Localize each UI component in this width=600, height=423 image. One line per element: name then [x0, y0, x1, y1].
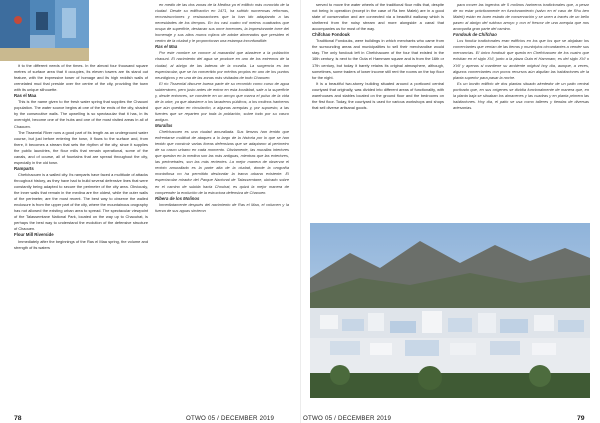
- paragraph: Immediately after the beginnings of the Ras el Maa spring, the volume and strength of its waters: [14, 238, 148, 250]
- paragraph: Es un bonito edificio de dos plantas situado alrededor de un patio central porticado que, en sus orígenes se dividía funcionalmente de manera que, en la planta baja se situaban los almacenes y las cuadras y en planta primera las habitaciones. Hoy día, el patio se usa como talleres y tiendas de diversas artesanías.: [453, 80, 589, 110]
- paragraph: Traditional Fondouks, were buildings in which merchants who came from the surrounding areas and municipalities to sell their merchandise would stay. The only fondouk left in Chefchaouen of the four that existed in the 16th century, is next to the Outa el Hammam square and is from the 16th or 17th century, but today it barely retains its original atmosphere, although, sometimes, some traders of lower income still rent the rooms on the top floor for the night.: [312, 38, 444, 80]
- heading-ramparts: Ramparts: [14, 165, 34, 171]
- paragraph: en medio de las dos zonas de la Medina ya el edificio más conocido de la ciudad. Desde su edificación en 1471, ha sufrido numerosas reformas, reconstrucciones y restauraciones que la han ido adaptando a las necesidades de los tiempos. En los casi cuatro mil metros cuadrados que ocupa de superficie, destacan sus once torreones, la impresionante torre del homenaje y sus altos muros rojizos de adobe almenados que presiden el centro de la ciudad y le proporcionan una estampa inconfundible.: [155, 2, 289, 44]
- paragraph: para mover las ingenios de 5 molinos harineros tradicionales que, a pesar de no estar prácticamente en funcionamiento (salvo en el caso de Rhu ben Malek) están en buen estado de conservación y se unen a través de un bello paseo al abrigo del ruidoso arroyo y con el frescor de una acequia que nos acompaña gran parte del camino.: [453, 2, 589, 32]
- heading-murallas: Murallas: [155, 122, 173, 128]
- paragraph: Inmediatamente después del nacimiento de Ras el Maa, el volumen y la fuerza de sus aguas sirvieron: [155, 201, 289, 213]
- paragraph: Por este nombre se conoce al manantial que abastece a la población chaouni. El nacimiento del agua se produce en uno de los extremos de la ciudad, al abrigo de las laderas de la muralla. La surgencia es tan espectacular, que se ha convertido por méritos propios en uno de los puntos neurálgicos y en una de las zonas más visitadas de todo Chaouen.: [155, 50, 289, 80]
- right-column-spanish: [155, 2, 289, 400]
- paragraph: Chefchaouen es una ciudad amurallada. Sus lienzos han tenido que enfrentarse multitud de ataques a lo largo de la historia por lo que se han tenido que construir varias líneas defensivas que se adaptaron al perímetro de su casco urbano en cada momento. Obviamente, las murallas interiores que quedan en la medina son las más antiguas, mientras que las exteriores, las perimetrales, son las más recientes. La mejor manera de observar el recinto amurallado es la parte alta de la ciudad, donde la orografía montañosa no ha permitido desbordar la trama urbana existente. El espectacular mirador del Parque Nacional de Talassemtane, ubicado sobre en el camino de subida hacia Chouhat, es quizá la mejor manera de comprender la evolución de la estructura defensiva de Chaouen.: [155, 129, 289, 195]
- page-number: 79: [577, 415, 585, 422]
- chefchaouen-town-photo-illustration: [310, 223, 590, 398]
- paragraph: This is the name given to the fresh water spring that supplies the Chaouni population. The water source begins at one of the far ends of the city, shaded by the consecutive walls. The upwelling is so spectacular that it has, in its overnight, become one of the hubs and one of the most visited areas in all of Chaouen.: [14, 99, 148, 129]
- left-column-english: [312, 2, 444, 220]
- magazine-issue: OTWO 05 / DECEMBER 2019: [186, 415, 275, 422]
- town-panorama-photo: [310, 223, 590, 398]
- page-number: 78: [14, 415, 22, 422]
- paragraph: it to the different needs of the times. In the almost four thousand square metres of surface area that it occupies, its eleven towers are its stand out feature, with the impressive tower of homage and its high reddish walls of crenelated mud that preside over the centre of the city, providing the town with its unique silhouette.: [14, 63, 148, 93]
- paragraph: Chefchaouen is a walled city. Its ramparts have faced a multitude of attacks throughout history, as they have had to build several defensive lines that were constantly being adapted to secure the perimeter of the city area. Obviously, the inner walls that remain in the medina are the oldest, while the outer walls of the perimeter, are the most recent. The best way to observe the walled enclosure is from the upper part of the city, where the mountainous orography has not allowed the existing urban area to spread. The spectacular viewpoint of the Talassemtane National Park, located on the way up to Chaouhat, is perhaps the best way to understand the evolution of the defensive structure of Chaouen.: [14, 171, 148, 232]
- left-column-english: [14, 63, 148, 400]
- top-left-photo-blue-street: [0, 0, 89, 61]
- paragraph: The Tissemlal River runs a good part of its length as an underground water course, but just before entering the town, it flows to the surface and, from there, it becomes a stream that sets the rhythm of the city, since it supplies the public laundries, the flour mills that remain operational, some of the canals, and of course, all of fountains that are spread throughout the city, especially in the old town.: [14, 129, 148, 165]
- paragraph: El río Tissemlal discurre buena parte de su recorrido como curso de agua subterráneo, pero justo antes de entrar en esta localidad, sale a la superficie y, desde entonces, se convierte en un arroyo que marca el pulso de la vida de la urbe, ya que abastece a los lavaderos públicos, a los molinos harineros que aún quedan en circulación, a algunas acequias y, por supuesto, a las fuentes que se reparten por toda la población, sobre todo por su casco antiguo.: [155, 80, 289, 122]
- heading-chifchao-fondouk: Chifchao Fondouk: [312, 32, 350, 38]
- heading-ras-el-maa: Ras el Maa: [14, 93, 37, 99]
- blue-street-photo-illustration: [0, 0, 89, 61]
- paragraph: Los fondúz tradicionales eran edificios en los que los que se alojaban los comerciantes que venían de las tierras y municipios circundantes a vender sus mercancías. El único fondouk que queda en Chefchaouen de los cuatro que existían en el siglo XVI, junto a la plaza Outa el Hammam, es del siglo XVI o XVII y apenas si mantiene su ambiente original hoy día, aunque, a veces, algunos comerciantes con pocos recursos aún alquilan las habitaciones de la planta superior para pasar la noche.: [453, 38, 589, 80]
- paragraph: served to move the water wheels of the traditional flour mills that, despite not being in operation (except in the case of Ra ben Malek) are in a good state of conservation and are connected via a beautiful walkway which is sheltered from the noisy stream and more alongside a canal that accompanies us for most of the way.: [312, 2, 444, 32]
- heading-flour-mill-riverside: Flour Mill Riverside: [14, 232, 54, 238]
- heading-ras-el-maa-es: Ras el Maa: [155, 44, 178, 50]
- right-column-spanish: [453, 2, 589, 220]
- magazine-issue: OTWO 05 / DECEMBER 2019: [303, 415, 392, 422]
- right-page: [300, 0, 600, 423]
- paragraph: It is a beautiful two-storey building situated around a porticoed central courtyard that originally, was divided into different areas of functionality, with warehouses and stables located on the ground floor and the bedrooms on the first floor. Today, the courtyard is used for various workshops and shops that sell diverse artisanal goods.: [312, 80, 444, 110]
- heading-ribera-de-los-molinos: Ribera de los Molinos: [155, 195, 200, 201]
- heading-fondouk-de-chifchao: Fondouk de Chifchao: [453, 32, 497, 38]
